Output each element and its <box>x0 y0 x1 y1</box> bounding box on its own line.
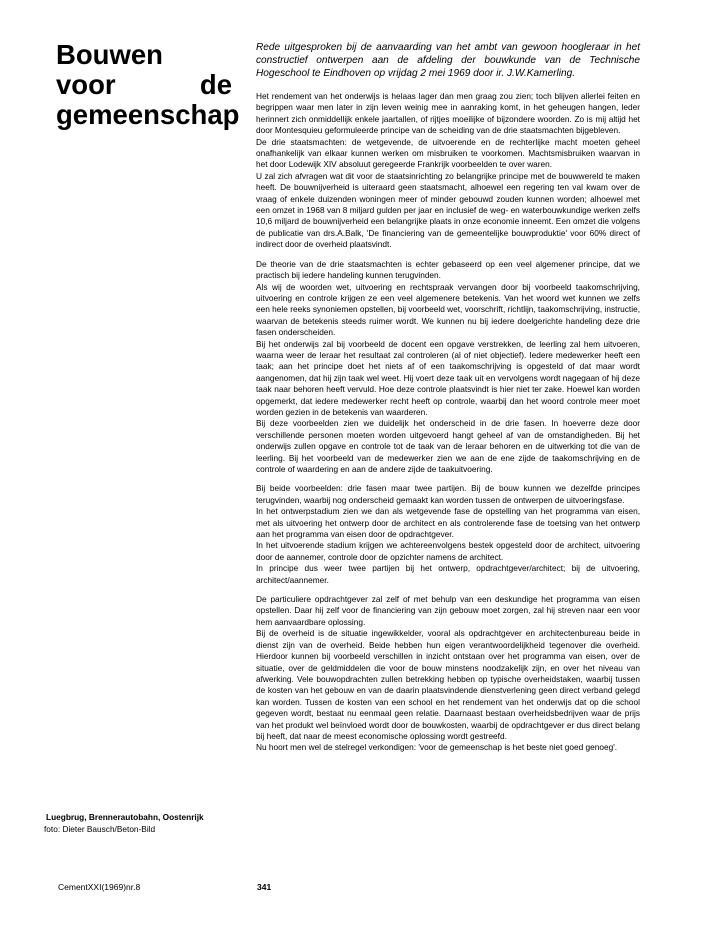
title-line: voor de <box>56 69 232 100</box>
paragraph: Als wij de woorden wet, uitvoering en rechtspraak vervangen door bij voorbeeld taakomschrijving, uitvoering en controle krijgen ze een veel algemenere betekenis. Van het woord wet kunnen we zelfs een hele reeks synoniemen opstellen, bij voorbeeld wet, voorschrift, richtlijn, taakomschrijving, instructie, waarvan de betekenis steeds ruimer wordt. We kunnen nu bij iedere doelgerichte handeling deze drie fasen onderscheiden. <box>256 281 640 338</box>
caption-title: Luegbrug, Brennerautobahn, Oostenrijk <box>46 812 204 822</box>
photo-caption <box>44 811 204 835</box>
caption-credit: foto: Dieter Bausch/Beton-Bild <box>44 824 156 834</box>
paragraph: U zal zich afvragen wat dit voor de staatsinrichting zo belangrijke principe met de bouwwereld te maken heeft. De bouwnijverheid is uiteraard geen staatsmacht, alhoewel een regering ten val kwam over de vraag of enkele duizenden woningen meer of minder gebouwd zouden kunnen worden; alhoewel met een omzet in 1968 van 8 miljard gulden per jaar en inclusief de weg- en waterbouwkundige werken zelfs 10,6 miljard de bouwnijverheid een belangrijke plaats in onze economie inneemt. Een omzet die volgens de publicatie van drs.A.Balk, 'De financiering van de gemeentelijke bouwproduktie' voor 60% direct of indirect door de overheid plaatsvindt. <box>256 170 640 250</box>
article-intro: Rede uitgesproken bij de aanvaarding van het ambt van gewoon hoogleraar in het constructief ontwerpen aan de afdeling der bouwkunde van de Technische Hogeschool te Eindhoven op vrijdag 2 mei 1969 door ir. J.W.Kamerling. <box>256 42 640 79</box>
article-title <box>56 39 240 130</box>
paragraph-block <box>256 594 640 754</box>
paragraph-block <box>256 91 640 251</box>
page-number: 341 <box>257 882 272 892</box>
title-line: gemeenschap <box>56 99 240 130</box>
journal-reference: CementXXI(1969)nr.8 <box>58 882 141 892</box>
paragraph: In het ontwerpstadium zien we dan als wetgevende fase de opstelling van het programma van eisen, met als uitvoering het ontwerp door de architect en als controlerende fase de toetsing van het ontwerp aan het programma van eisen door de opdrachtgever. <box>256 506 640 540</box>
paragraph: Bij beide voorbeelden: drie fasen maar twee partijen. Bij de bouw kunnen we dezelfde principes terugvinden, waarbij nog onderscheid gemaakt kan worden tussen de ontwerpen de uitvoeringsfase. <box>256 483 640 505</box>
article-body <box>256 41 640 762</box>
paragraph: De theorie van de drie staatsmachten is echter gebaseerd op een veel algemener principe, dat we practisch bij iedere handeling kunnen terugvinden. <box>256 258 640 281</box>
paragraph: In het uitvoerende stadium krijgen we achtereenvolgens bestek opgesteld door de architect, uitvoering door de aannemer, controle door de opzichter namens de architect. <box>256 540 640 562</box>
paragraph: Bij het onderwijs zal bij voorbeeld de docent een opgave verstrekken, de leerling zal hem uitvoeren, waarna weer de leraar het resultaat zal controleren (al of niet objectief). Iedere medewerker heeft een taak; aan het principe doet het niets af of een taakomschrijving is opgesteld of dat maar wordt aangenomen, dat hij zijn taak wel weet. Hij voert deze taak uit en vervolgens wordt nagegaan of hij deze taak naar behoren heeft vervuld. Hoe deze controle plaatsvindt is hier niet ter zake. Hoewel kan worden opgemerkt, dat iedere medewerker recht heeft op controle, waarbij dan het woord controle meer moet worden gezien in de betekenis van waarderen. <box>256 338 640 417</box>
paragraph: Het rendement van het onderwijs is helaas lager dan men graag zou zien; toch blijven allerlei feiten en begrippen waar men later in zijn leven weinig mee in aanraking komt, in het geheugen hangen, leder herinnert zich onmiddellijk enkele jaartallen, of rijtjes moeilijke of bijzondere woorden. Zo is mij altijd het door Montesquieu geformuleerde principe van de scheiding van de drie staatsmachten bijgebleven. <box>256 91 640 136</box>
paragraph-block <box>256 259 640 476</box>
paragraph: In principe dus weer twee partijen bij het ontwerp, opdrachtgever/architect; bij de uitvoering, architect/aannemer. <box>256 563 640 585</box>
paragraph-block <box>256 483 640 586</box>
paragraph: Nu hoort men wel de stelregel verkondigen: 'voor de gemeenschap is het beste niet goed genoeg'. <box>256 742 618 753</box>
paragraph: Bij deze voorbeelden zien we duidelijk het onderscheid in de drie fasen. In hoeverre deze door verschillende personen moeten worden uitgevoerd hangt geheel af van de omstandigheden. Bij het onderwijs zullen opgave en controle tot de taak van de leraar behoren en de uitwerking tot die van de leerling. Bij het voorbeeld van de medewerker zien we aan de ene zijde de taakomschrijving en de controle of waardering en aan de andere zijde de taakuitvoering. <box>256 418 640 474</box>
paragraph: De drie staatsmachten: de wetgevende, de uitvoerende en de rechterlijke macht moeten geheel onafhankelijk van elkaar kunnen werken om misbruiken te voorkomen. Machtsmisbruiken waarvan in het door Lodewijk XIV absoluut geregeerde Frankrijk voorbeelden te over waren. <box>256 136 640 170</box>
paragraph: Bij de overheid is de situatie ingewikkelder, vooral als opdrachtgever en architectenbureau beide in dienst zijn van de overheid. Beide hebben hun eigen verantwoordelijkheid tegenover die overheid. Hierdoor kunnen bij voorbeeld verschillen in inzicht ontstaan over het programma van eisen, over de situatie, over de geldmiddelen die voor de bouw minstens noodzakelijk zijn, en over het niveau van afwerking. Vele bouwopdrachten zullen betrekking hebben op typische overheidstaken, waarbij tussen de kosten van het gebouw en van de daarin plaatsvindende dienstverlening geen direct verband gelegd kan worden. Tussen de kosten van een school en het rendement van het onderwijs dat op die school gegeven wordt, bestaat nu eenmaal geen relatie. Daarnaast bestaan overheidsbedrijven waar de prijs van het produkt wel beïnvloed wordt door de bouwkosten, waarbij de opdrachtgever er dus direct belang bij heeft, dat naar de meest economische oplossing wordt gestreefd. <box>256 628 640 741</box>
paragraph: De particuliere opdrachtgever zal zelf of met behulp van een deskundige het programma van eisen opstellen. Daar hij zelf voor de financiering van zijn gebouw moet zorgen, zal hij streven naar een voor hem aanvaardbare oplossing. <box>256 594 640 627</box>
title-line: Bouwen <box>56 39 163 70</box>
